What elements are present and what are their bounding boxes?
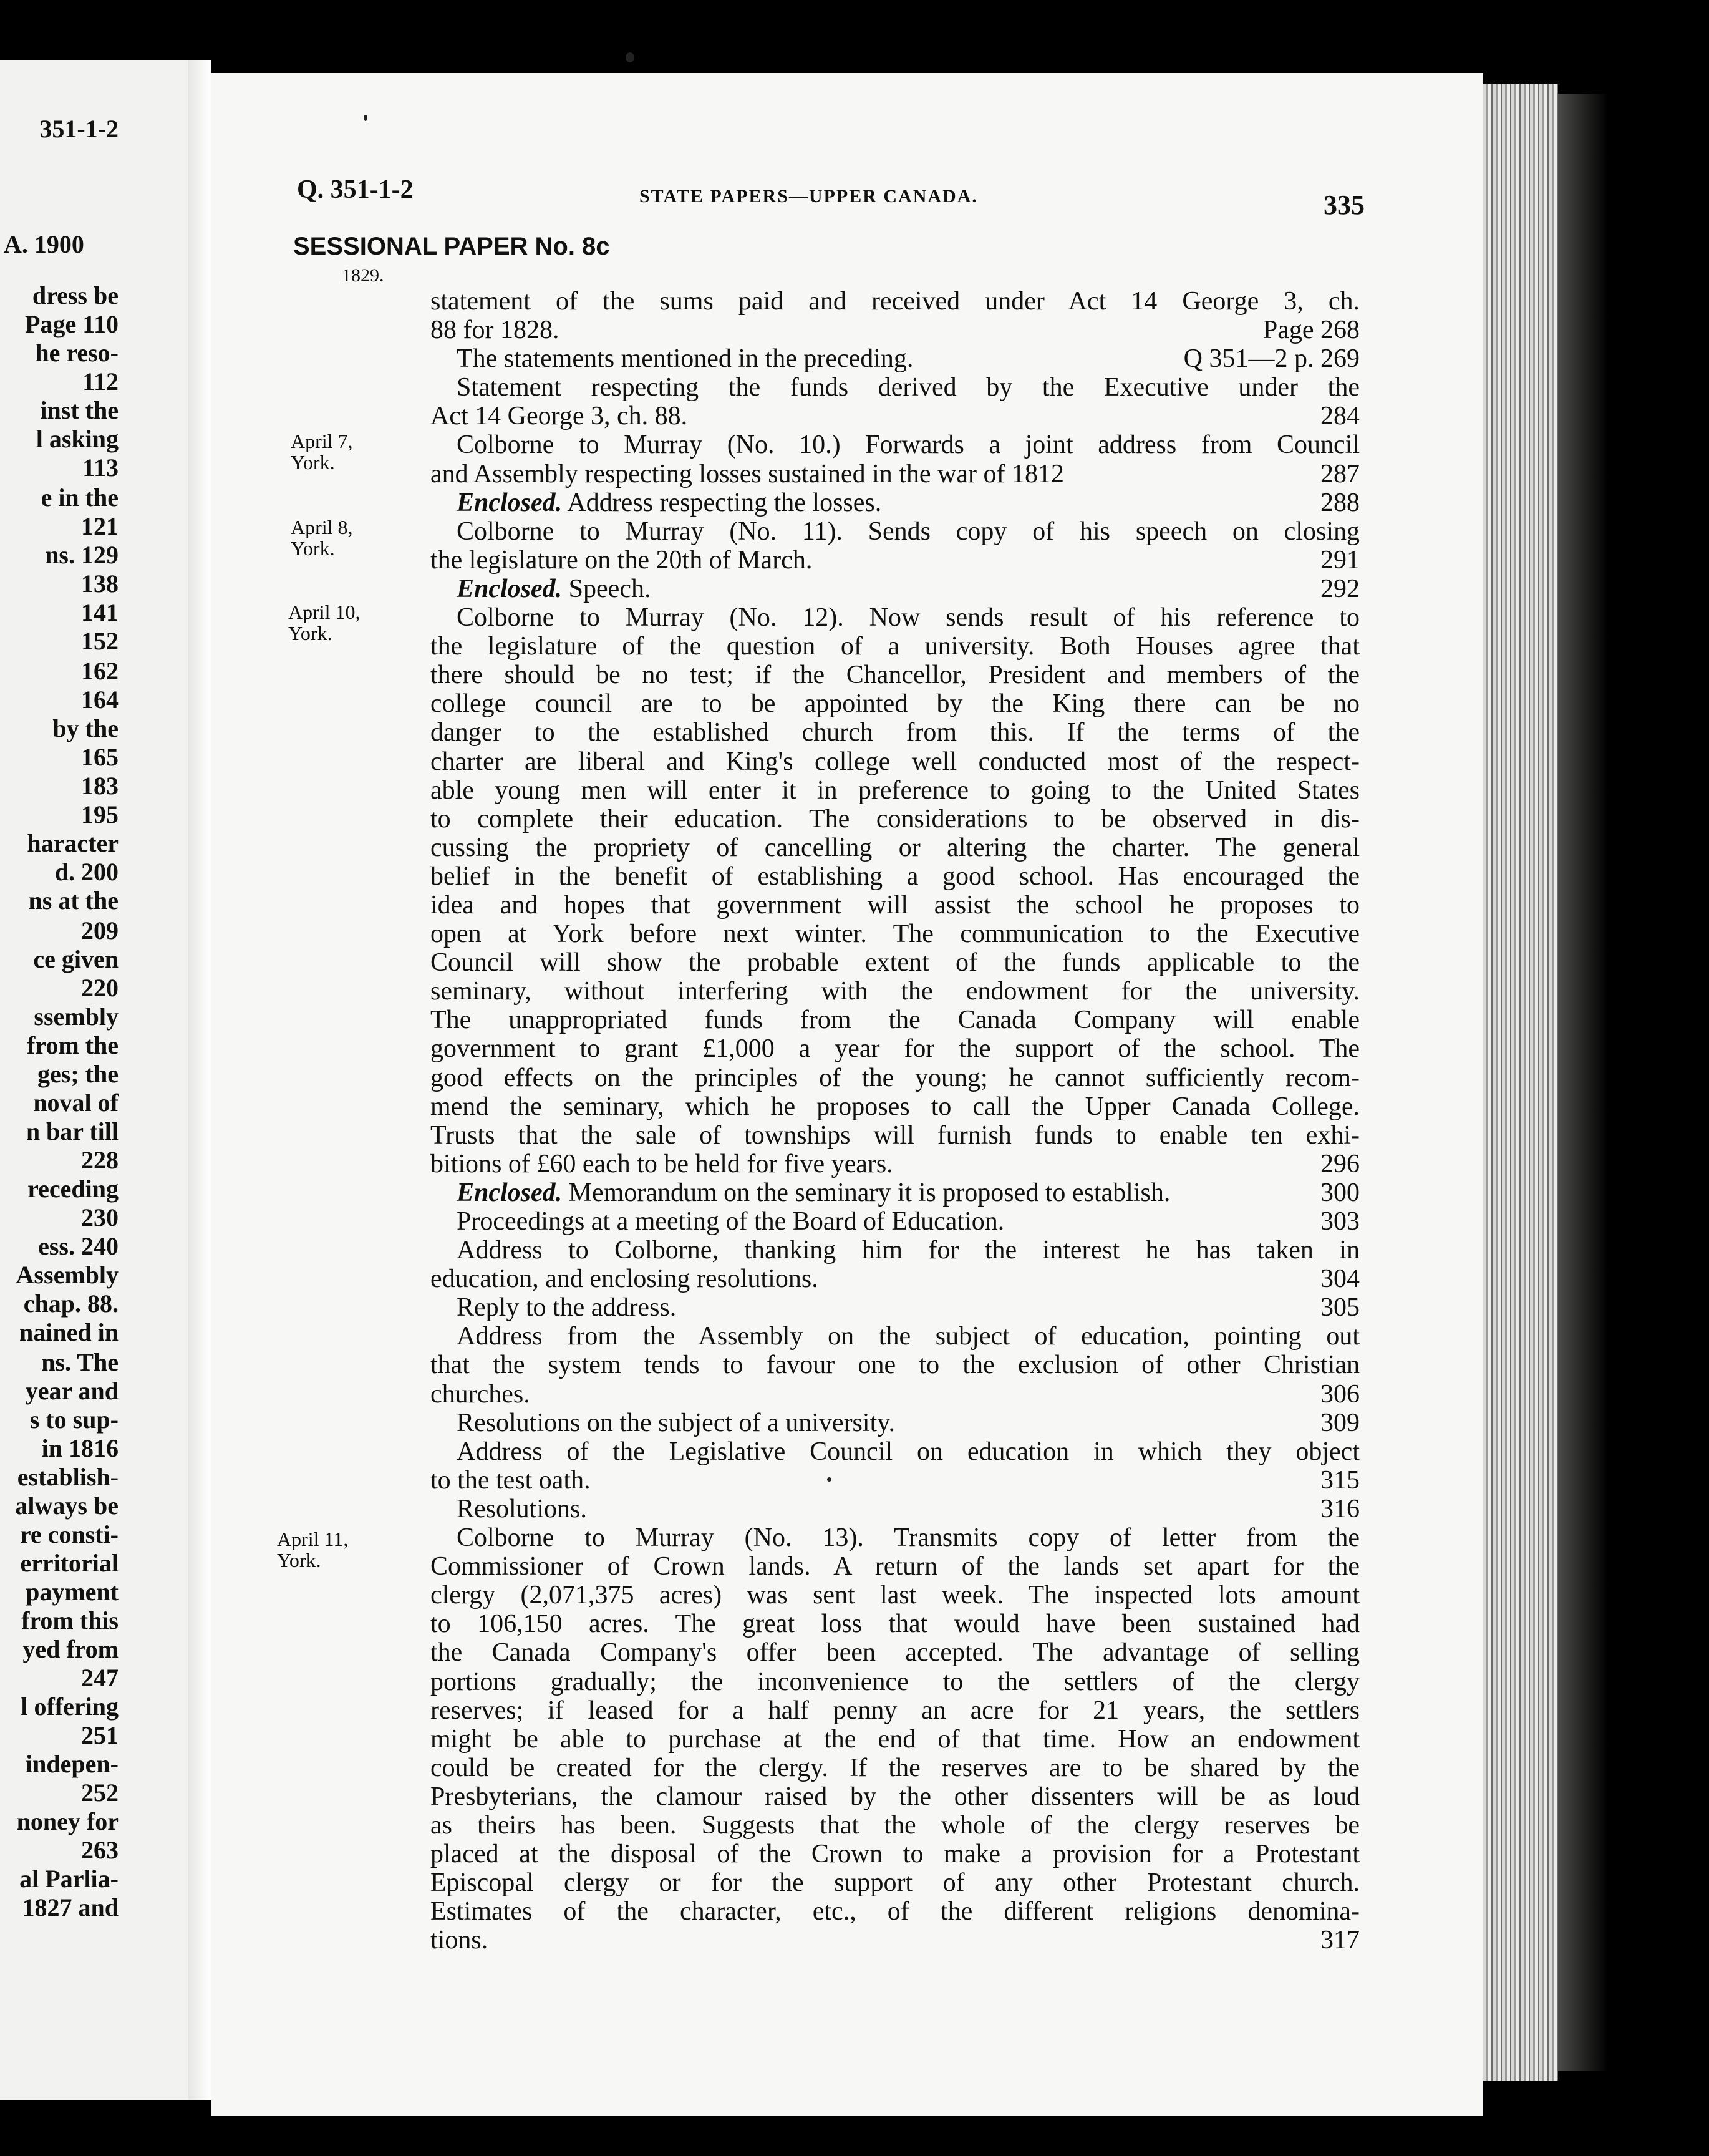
entry-text <box>430 1754 1360 1782</box>
entry-text <box>430 316 559 344</box>
page-reference: 288 <box>1320 488 1360 517</box>
left-page-fragment: inst the <box>40 396 119 424</box>
left-page-fragment: 209 <box>81 916 119 944</box>
entry-text <box>457 575 651 603</box>
left-page-fragment: Assembly <box>16 1261 119 1289</box>
entry-text <box>430 1811 1360 1840</box>
entry-text <box>430 1121 1360 1150</box>
entry-line <box>430 891 1360 920</box>
left-page-fragment: al Parlia- <box>19 1865 119 1893</box>
page-reference: Page 268 <box>1262 316 1360 345</box>
left-page <box>0 60 188 2100</box>
entry-text <box>430 632 1360 661</box>
entry-text <box>457 1523 1360 1552</box>
entry-line <box>430 1236 1360 1265</box>
entry-line <box>430 1840 1360 1868</box>
entry-text <box>457 430 1360 459</box>
entry-body: Address from the Assembly on the subject of education, pointing out <box>457 1322 1360 1351</box>
left-page-fragment: 220 <box>81 974 119 1002</box>
entry-body: placed at the disposal of the Crown to make a provision for a Protestant <box>430 1840 1360 1869</box>
year-label: 1829. <box>342 265 384 286</box>
left-page-fragment: receding <box>27 1175 119 1203</box>
entry-text <box>430 977 1360 1006</box>
entry-text <box>457 603 1360 632</box>
entry-body: to 106,150 acres. The great loss that would have been sustained had <box>430 1610 1360 1639</box>
entry-line <box>430 1466 1360 1495</box>
left-page-fragment: from the <box>27 1031 119 1059</box>
entry-line <box>430 316 1360 344</box>
entry-line <box>430 603 1360 632</box>
entry-body: seminary, without interfering with the endowment for the university. <box>430 977 1360 1006</box>
left-page-fragment: 113 <box>82 454 119 482</box>
entry-body: Reply to the address. <box>457 1293 677 1323</box>
page-reference: 309 <box>1320 1408 1360 1437</box>
entry-text <box>457 1409 895 1437</box>
entry-text <box>457 1178 1170 1207</box>
left-page-fragment: noval of <box>33 1089 119 1117</box>
entry-line <box>430 373 1360 402</box>
entry-text <box>430 1265 818 1293</box>
entry-line <box>430 1121 1360 1150</box>
left-page-fragment: 252 <box>81 1779 119 1807</box>
entry-body: churches. <box>430 1379 530 1409</box>
page-reference: 316 <box>1320 1494 1360 1523</box>
left-page-fragment: A. 1900 <box>4 230 84 258</box>
entry-line <box>430 1034 1360 1063</box>
left-page-fragment: year and <box>25 1377 119 1405</box>
entry-text <box>430 661 1360 689</box>
entry-body: belief in the benefit of establishing a good school. Has encouraged the <box>430 862 1360 891</box>
left-page-fragment: 141 <box>81 598 119 626</box>
left-page-fragment: ess. 240 <box>38 1232 119 1260</box>
left-page-fragment: ns at the <box>28 886 119 915</box>
entry-line <box>430 1380 1360 1409</box>
entry-text <box>430 1897 1360 1926</box>
entry-text <box>430 287 1360 316</box>
entry-line <box>430 1495 1360 1523</box>
entry-body: education, and enclosing resolutions. <box>430 1265 818 1294</box>
entry-body: statement of the sums paid and received under Act 14 George 3, ch. <box>430 287 1360 316</box>
left-page-fragment: 247 <box>81 1664 119 1692</box>
entry-body: Statement respecting the funds derived by the Executive under the <box>457 373 1360 402</box>
entry-line <box>430 1754 1360 1782</box>
entry-body: could be created for the clergy. If the reserves are to be shared by the <box>430 1753 1360 1782</box>
entry-body: Address of the Legislative Council on education in which they object <box>457 1437 1360 1466</box>
entry-text <box>457 344 913 373</box>
page-reference: 291 <box>1320 545 1360 575</box>
margin-place: York. <box>277 1549 321 1571</box>
entry-body: 88 for 1828. <box>430 316 559 345</box>
entry-line <box>430 1868 1360 1897</box>
margin-place: York. <box>291 537 335 560</box>
left-page-fragment: by the <box>52 714 119 742</box>
enclosed-label: Enclosed. <box>457 1178 563 1207</box>
entry-text <box>430 1581 1360 1610</box>
left-page-fragment: 1827 and <box>22 1893 119 1921</box>
left-page-fragment: 251 <box>81 1721 119 1749</box>
entry-text <box>430 546 812 575</box>
left-page-fragment: nained in <box>19 1318 119 1346</box>
left-page-fragment: s to sup- <box>29 1406 119 1434</box>
entry-line <box>430 287 1360 316</box>
left-page-fragment: haracter <box>27 829 119 857</box>
page-reference: 317 <box>1320 1926 1360 1955</box>
left-page-fragment: ns. 129 <box>45 541 119 569</box>
entry-body: Colborne to Murray (No. 12). Now sends result of his reference to <box>457 603 1360 633</box>
left-page-fragment: 183 <box>81 772 119 800</box>
entry-line <box>430 1322 1360 1351</box>
margin-place: York. <box>291 451 335 473</box>
entry-body: as theirs has been. Suggests that the whole of the clergy reserves be <box>430 1810 1360 1840</box>
page-reference: 300 <box>1320 1178 1360 1207</box>
entry-line <box>430 517 1360 546</box>
entry-body: Episcopal clergy or for the support of any other Protestant church. <box>430 1868 1360 1898</box>
entry-text <box>430 920 1360 948</box>
page-reference: 304 <box>1320 1265 1360 1294</box>
entry-body: Colborne to Murray (No. 13). Transmits copy of letter from the <box>457 1523 1360 1553</box>
entry-text <box>430 1064 1360 1092</box>
left-page-fragment: dress be <box>32 281 119 309</box>
entry-line <box>430 546 1360 575</box>
entry-text <box>430 1006 1360 1034</box>
entry-text <box>457 1437 1360 1466</box>
left-page-fragment: 195 <box>81 800 119 828</box>
entry-line <box>430 776 1360 805</box>
left-page-fragment: Page 110 <box>25 310 119 338</box>
entry-text <box>430 1840 1360 1868</box>
entry-line <box>430 1638 1360 1667</box>
edge-shadow <box>1558 94 1608 2071</box>
left-page-fragment: ce given <box>33 945 119 973</box>
entry-body: Speech. <box>568 574 651 603</box>
entry-line <box>430 1523 1360 1552</box>
entry-body: Act 14 George 3, ch. 88. <box>430 402 688 431</box>
left-page-fragment: establish- <box>17 1463 119 1491</box>
left-page-fragment: e in the <box>41 483 119 512</box>
entry-text <box>430 1926 488 1954</box>
page-reference: 315 <box>1320 1465 1360 1495</box>
entry-text <box>430 1782 1360 1811</box>
entry-text <box>430 891 1360 920</box>
entry-body: mend the seminary, which he proposes to call the Upper Canada College. <box>430 1092 1360 1121</box>
entry-line <box>430 1897 1360 1926</box>
entry-body: tions. <box>430 1926 488 1955</box>
entry-body: and Assembly respecting losses sustained in the war of 1812 <box>430 459 1064 488</box>
entry-body: Resolutions on the subject of a university. <box>457 1408 896 1437</box>
entry-body: reserves; if leased for a half penny an acre for 21 years, the settlers <box>430 1696 1360 1725</box>
entry-text <box>430 1351 1360 1379</box>
entry-body: the Canada Company's offer been accepted. The advantage of selling <box>430 1638 1360 1668</box>
entry-text <box>430 689 1360 718</box>
entry-body: Colborne to Murray (No. 11). Sends copy of his speech on closing <box>457 517 1360 546</box>
entry-body: Trusts that the sale of townships will furnish funds to enable ten exhi- <box>430 1120 1360 1150</box>
left-page-fragment: ssembly <box>34 1003 119 1031</box>
book-gutter <box>188 60 211 2100</box>
entry-body: government to grant £1,000 a year for the support of the school. The <box>430 1034 1360 1064</box>
entry-text <box>430 1696 1360 1725</box>
page-reference: 287 <box>1320 459 1360 488</box>
entry-text <box>430 1868 1360 1897</box>
entry-text <box>430 1466 591 1495</box>
entry-body: charter are liberal and King's college well conducted most of the respect- <box>430 747 1360 776</box>
entry-body: good effects on the principles of the young; he cannot sufficiently recom- <box>430 1063 1360 1092</box>
entry-body: clergy (2,071,375 acres) was sent last week. The inspected lots amount <box>430 1581 1360 1610</box>
left-page-fragment: noney for <box>16 1807 119 1835</box>
entry-text <box>430 1552 1360 1581</box>
entry-text <box>430 1610 1360 1638</box>
left-page-fragment: erritorial <box>20 1549 119 1577</box>
entry-line <box>430 1150 1360 1178</box>
entry-text <box>457 373 1360 402</box>
margin-date: April 11, <box>277 1528 349 1550</box>
left-page-fragment: 152 <box>81 627 119 655</box>
left-page-fragment: chap. 88. <box>23 1289 119 1318</box>
entry-line <box>430 1581 1360 1610</box>
entry-line <box>430 977 1360 1006</box>
left-page-fragment: re consti- <box>19 1520 119 1548</box>
left-page-fragment: payment <box>26 1578 119 1606</box>
entry-text <box>430 948 1360 977</box>
page-reference: 306 <box>1320 1379 1360 1409</box>
entry-text <box>430 718 1360 747</box>
left-page-fragment: from this <box>21 1606 119 1634</box>
entry-text <box>457 1207 1004 1236</box>
entry-line <box>430 833 1360 862</box>
left-page-fragment: 162 <box>81 657 119 685</box>
entry-text <box>430 747 1360 776</box>
left-page-fragment: ges; the <box>37 1060 119 1088</box>
entry-body: Commissioner of Crown lands. A return of the lands set apart for the <box>430 1552 1360 1581</box>
entry-line <box>430 718 1360 747</box>
entry-body: might be able to purchase at the end of that time. How an endowment <box>430 1724 1360 1754</box>
entry-line <box>430 430 1360 459</box>
left-page-fragment: 165 <box>81 743 119 771</box>
left-page-fragment: 228 <box>81 1146 119 1174</box>
page-reference: 284 <box>1320 402 1360 431</box>
entry-line <box>430 920 1360 948</box>
left-page-fragment: 138 <box>81 570 119 598</box>
entry-body: idea and hopes that government will assist the school he proposes to <box>430 890 1360 920</box>
entry-line <box>430 460 1360 488</box>
left-page-fragment: indepen- <box>26 1750 119 1778</box>
entry-text <box>430 1150 893 1178</box>
entry-body: Resolutions. <box>457 1494 587 1523</box>
entry-body: danger to the established church from this. If the terms of the <box>430 718 1360 747</box>
entry-body: cussing the propriety of cancelling or altering the charter. The general <box>430 833 1360 862</box>
ink-speck <box>827 1477 831 1482</box>
page-number: 335 <box>1324 190 1365 220</box>
left-page-fragment: n bar till <box>26 1117 119 1145</box>
margin-note <box>291 517 353 559</box>
entry-line <box>430 1265 1360 1293</box>
entry-line <box>430 948 1360 977</box>
entry-text <box>457 517 1360 546</box>
entry-line <box>430 1178 1360 1207</box>
entry-text <box>457 1495 587 1523</box>
entry-body: the legislature of the question of a university. Both Houses agree that <box>430 632 1360 661</box>
entry-text <box>430 1380 530 1409</box>
enclosed-label: Enclosed. <box>457 574 563 603</box>
entry-line <box>430 1351 1360 1379</box>
entry-line <box>430 862 1360 891</box>
entry-body: Address respecting the losses. <box>567 488 882 517</box>
entry-body: there should be no test; if the Chancellor, President and members of the <box>430 661 1360 690</box>
entry-body: bitions of £60 each to be held for five years. <box>430 1149 893 1178</box>
ink-speck <box>364 115 367 121</box>
entry-line <box>430 1782 1360 1811</box>
page-edges <box>1483 84 1558 2081</box>
page-reference: 303 <box>1320 1207 1360 1236</box>
entry-text <box>430 1638 1360 1667</box>
entry-text <box>430 1725 1360 1754</box>
entry-text <box>430 862 1360 891</box>
left-page-fragment: 164 <box>81 686 119 714</box>
entry-line <box>430 632 1360 661</box>
page-reference: Q 351—2 p. 269 <box>1183 344 1360 374</box>
page-reference: 305 <box>1320 1293 1360 1323</box>
entry-body: Proceedings at a meeting of the Board of Education. <box>457 1207 1005 1236</box>
margin-date: April 7, <box>291 430 353 452</box>
entry-line <box>430 689 1360 718</box>
entry-text <box>430 1668 1360 1696</box>
left-page-fragment: in 1816 <box>41 1434 119 1462</box>
entry-body: the legislature on the 20th of March. <box>430 545 813 575</box>
left-page-fragment: d. 200 <box>54 858 119 886</box>
entry-line <box>430 1696 1360 1725</box>
left-page-fragment: 230 <box>81 1203 119 1231</box>
entry-line <box>430 1926 1360 1954</box>
entry-body: The statements mentioned in the preceding. <box>457 344 914 374</box>
entry-body: Address to Colborne, thanking him for the interest he has taken in <box>457 1236 1360 1265</box>
header-reference: Q. 351-1-2 <box>297 175 414 204</box>
entry-line <box>430 1437 1360 1466</box>
entry-line <box>430 402 1360 430</box>
entry-line <box>430 661 1360 689</box>
running-title: STATE PAPERS—UPPER CANADA. <box>639 186 978 206</box>
entry-body: Estimates of the character, etc., of the different religions denomina- <box>430 1897 1360 1926</box>
entry-line <box>430 1207 1360 1236</box>
entry-text <box>430 776 1360 805</box>
entry-line <box>430 747 1360 776</box>
entry-body: to the test oath. <box>430 1465 591 1495</box>
entry-text <box>430 833 1360 862</box>
entry-text <box>430 1034 1360 1063</box>
entry-line <box>430 575 1360 603</box>
entry-line <box>430 1064 1360 1092</box>
entry-line <box>430 1293 1360 1322</box>
entry-body: Memorandum on the seminary it is proposed to establish. <box>568 1178 1171 1207</box>
left-page-fragment: 351-1-2 <box>39 115 119 143</box>
sessional-paper-label: SESSIONAL PAPER No. 8c <box>293 233 610 260</box>
entry-text <box>430 402 687 430</box>
entry-text <box>430 1092 1360 1121</box>
left-page-fragment: 112 <box>82 367 119 396</box>
entry-text <box>430 805 1360 833</box>
left-page-fragment: 121 <box>81 512 119 540</box>
margin-note <box>291 430 353 473</box>
entry-text <box>457 1293 676 1322</box>
left-page-fragment: he reso- <box>35 339 119 367</box>
left-page-fragment: 263 <box>81 1836 119 1864</box>
entry-line <box>430 1725 1360 1754</box>
left-page-fragment: yed from <box>22 1635 119 1663</box>
margin-note <box>277 1528 348 1571</box>
ink-speck <box>626 52 634 62</box>
entry-text <box>457 1236 1360 1265</box>
left-page-fragment: ns. The <box>41 1348 119 1376</box>
entry-line <box>430 1409 1360 1437</box>
left-page-fragment: l offering <box>21 1692 119 1721</box>
entry-body: that the system tends to favour one to the exclusion of other Christian <box>430 1351 1360 1380</box>
entry-body: The unappropriated funds from the Canada Company will enable <box>430 1006 1360 1035</box>
page-reference: 292 <box>1320 574 1360 603</box>
entry-body: Presbyterians, the clamour raised by the other dissenters will be as loud <box>430 1782 1360 1811</box>
entry-line <box>430 805 1360 833</box>
page-reference: 296 <box>1320 1149 1360 1178</box>
entries-column <box>430 287 1360 1954</box>
margin-date: April 8, <box>291 516 353 538</box>
entry-text <box>430 460 1064 488</box>
left-page-fragment: l asking <box>36 425 119 453</box>
entry-line <box>430 1668 1360 1696</box>
entry-line <box>430 488 1360 517</box>
entry-line <box>430 344 1360 373</box>
entry-body: Council will show the probable extent of the funds applicable to the <box>430 948 1360 978</box>
margin-place: York. <box>288 622 332 644</box>
entry-line <box>430 1811 1360 1840</box>
entry-text <box>457 488 881 517</box>
entry-body: portions gradually; the inconvenience to the settlers of the clergy <box>430 1667 1360 1696</box>
entry-body: able young men will enter it in preference to going to the United States <box>430 775 1360 805</box>
entry-body: Colborne to Murray (No. 10.) Forwards a joint address from Council <box>457 430 1360 460</box>
left-page-fragment: always be <box>15 1492 119 1520</box>
entry-body: college council are to be appointed by the King there can be no <box>430 689 1360 719</box>
entry-line <box>430 1552 1360 1581</box>
entry-body: to complete their education. The considerations to be observed in dis- <box>430 804 1360 833</box>
enclosed-label: Enclosed. <box>457 488 563 517</box>
entry-line <box>430 1610 1360 1638</box>
entry-line <box>430 1092 1360 1121</box>
entry-line <box>430 1006 1360 1034</box>
margin-note <box>288 601 361 644</box>
entry-body: open at York before next winter. The communication to the Executive <box>430 920 1360 949</box>
margin-date: April 10, <box>288 601 361 623</box>
entry-text <box>457 1322 1360 1351</box>
